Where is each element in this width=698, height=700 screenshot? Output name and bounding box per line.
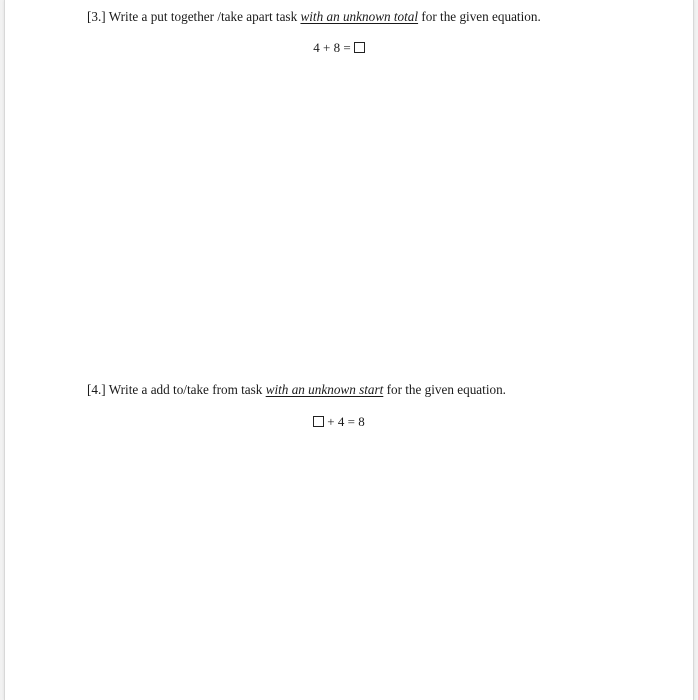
unknown-box (354, 42, 365, 53)
question-number: [4.] (87, 382, 106, 397)
question-emphasis: with an unknown start (265, 382, 384, 397)
question-3 (87, 9, 541, 25)
question-text-end: for the given equation. (421, 9, 541, 24)
question-emphasis: with an unknown total (300, 9, 419, 24)
question-4 (87, 382, 506, 398)
question-text-end: for the given equation. (386, 382, 506, 397)
equation-right: + 4 = 8 (327, 414, 365, 429)
question-number: [3.] (87, 9, 106, 24)
question-text: Write a put together /take apart task (108, 9, 298, 24)
document-page (4, 0, 694, 700)
equation-3 (0, 40, 683, 56)
unknown-box (313, 416, 324, 427)
equation-4 (0, 414, 683, 430)
question-text: Write a add to/take from task (108, 382, 263, 397)
equation-left: 4 + 8 = (313, 40, 351, 55)
